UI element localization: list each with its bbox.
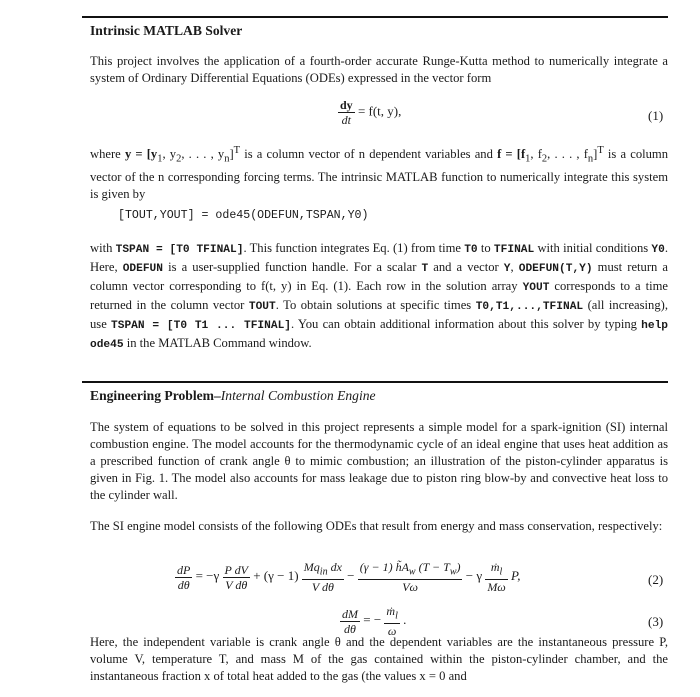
equation-1 (338, 98, 401, 127)
ode45-code-line: [TOUT,YOUT] = ode45(ODEFUN,TSPAN,Y0) (118, 209, 369, 222)
equation-2: $\frac{dP}{d\theta}$ = −γ $\frac{\text{P dV}}{\text{V dθ}}$ + (γ − 1) $\frac{Mq_{in} dx}{\text{V dθ}}$ − $\frac{(\gamma - 1) h̃A_w (T - T_w)}{V\omega}$ − γ $\frac{ṁ_l}{M\omega}$ P, (177, 560, 521, 595)
section-title-engineering: Engineering Problem–Internal Combustion Engine (90, 388, 376, 403)
equation-3: $\frac{dM}{d\theta}$ = − $\frac{ṁ_l}{\omega}$ . (342, 604, 407, 639)
section-rule (82, 381, 668, 383)
vector-definition-paragraph: where $y = [y_1$, $y_2$, . . . , $y_n]^T$ is a column vector of n dependent variables and $f = [f_1$, $f_2$, . . . , $f_n]^T$ is a column vector of the n corresponding forcing terms. The intrinsic MATLAB function to numerically integrate this system is given by (90, 145, 669, 201)
ode45-explanation-paragraph: with TSPAN = [T0 TFINAL]. This function integrates Eq. (1) from time T0 to TFINAL with initial conditions Y0. Here, ODEFUN is a user-supplied function handle. For a scalar T and a vector Y, ODEFUN(T,Y) must return a column vector corresponding to f(t, y) in Eq. (1). Each row in the solution array YOUT corresponds to a time returned in the column vector TOUT. To obtain solutions at specific times T0,T1,...,TFINAL (all increasing), use TSPAN = [T0 T1 ... TFINAL]. You can obtain additional information about this solver by typing help ode45 in the MATLAB Command window. (90, 241, 669, 351)
variables-paragraph: Here, the independent variable is crank angle θ and the dependent variables are the instantaneous pressure P, volume V, temperature T, and mass M of the gas contained within the piston-cylinder chamber, and the instantaneous fraction x of total heat added to the gas (the values x = 0 and (90, 635, 668, 683)
section-title-solver: Intrinsic MATLAB Solver (90, 23, 243, 38)
equation-2-number: (2) (648, 572, 664, 587)
eq1-lhs-fraction: $\frac{dy}{dt}$ (340, 98, 353, 127)
engine-model-paragraph: The system of equations to be solved in this project represents a simple model for a spark-ignition (SI) internal combustion engine. The model accounts for the thermodynamic cycle of an ideal engine that uses heat addition as a prescribed function of crank angle θ to mimic combustion; an illustration of the piston-cylinder apparatus is given in Fig. 1. The model also accounts for mass leakage due to piston ring blow-by and convective heat loss to the cylinder wall. (90, 420, 668, 502)
top-rule (82, 16, 668, 18)
equation-1-number: (1) (648, 108, 664, 123)
eq1-rhs: = f(t, y), (357, 103, 402, 119)
equation-3-number: (3) (648, 614, 664, 629)
ode-intro-paragraph: The SI engine model consists of the following ODEs that result from energy and mass conservation, respectively: (90, 519, 663, 533)
intro-paragraph: This project involves the application of a fourth-order accurate Runge-Kutta method to numerically integrate a system of Ordinary Differential Equations (ODEs) expressed in the vector form (90, 54, 668, 85)
